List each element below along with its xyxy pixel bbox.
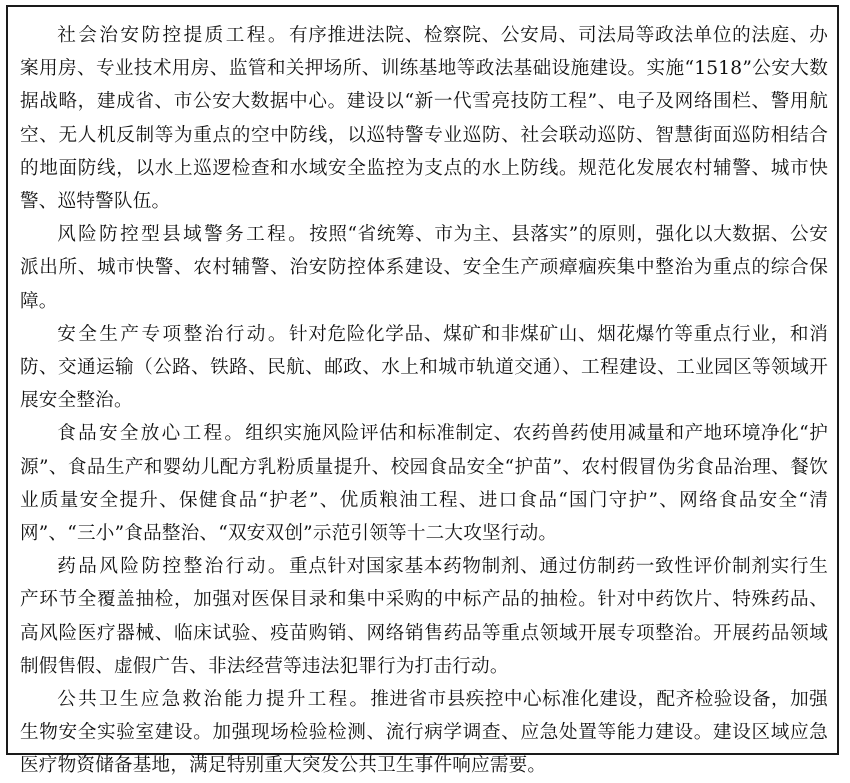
paragraph-text: 按照“省统筹、市为主、县落实”的原则，强化以大数据、公安派出所、城市快警、农村辅警、治安防控体系建设、安全生产顽瘴痼疾集中整治为重点的综合保障。: [20, 224, 828, 312]
paragraph-heading: 社会治安防控提质工程。: [57, 25, 289, 46]
paragraph-public-security: [20, 19, 828, 218]
paragraph-text: 推进省市县疾控中心标准化建设，配齐检验设备，加强生物安全实验室建设。加强现场检验检测、流行病学调查、应急处置等能力建设。建设区域应急医疗物资储备基地，满足特别重大突发公共卫生事件响应需要。: [20, 689, 828, 777]
paragraph-county-policing: [20, 218, 828, 318]
paragraph-heading: 药品风险防控整治行动。: [57, 556, 289, 578]
document-body: [20, 19, 828, 783]
paragraph-heading: 安全生产专项整治行动。: [57, 323, 289, 345]
paragraph-heading: 风险防控型县域警务工程。: [57, 224, 310, 246]
paragraph-work-safety: [20, 318, 828, 418]
paragraph-text: 组织实施风险评估和标准制定、农药兽药使用减量和产地环境净化“护源”、食品生产和婴幼儿配方乳粉质量提升、校园食品安全“护苗”、农村假冒伪劣食品治理、餐饮业质量安全提升、保健食品“护老”、优质粮油工程、进口食品“国门守护”、网络食品安全“清网”、“三小”食品整治、“双安双创”示范引领等十二大攻坚行动。: [20, 423, 828, 545]
paragraph-public-health: [20, 683, 828, 783]
paragraph-food-safety: [20, 417, 828, 550]
paragraph-text: 重点针对国家基本药物制剂、通过仿制药一致性评价制剂实行生产环节全覆盖抽检，加强对医保目录和集中采购的中标产品的抽检。针对中药饮片、特殊药品、高风险医疗器械、临床试验、疫苗购销、网络销售药品等重点领域开展专项整治。开展药品领域制假售假、虚假广告、非法经营等违法犯罪行为打击行动。: [20, 556, 828, 677]
paragraph-heading: 食品安全放心工程。: [57, 423, 246, 445]
paragraph-heading: 公共卫生应急救治能力提升工程。: [57, 689, 371, 711]
paragraph-text: 有序推进法院、检察院、公安局、司法局等政法单位的法庭、办案用房、专业技术用房、监管和关押场所、训练基地等政法基础设施建设。实施“1518”公安大数据战略，建成省、市公安大数据中心。建设以“新一代雪亮技防工程”、电子及网络围栏、警用航空、无人机反制等为重点的空中防线，以巡特警专业巡防、社会联动巡防、智慧街面巡防相结合的地面防线，以水上巡逻检查和水域安全监控为支点的水上防线。规范化发展农村辅警、城市快警、巡特警队伍。: [20, 25, 828, 213]
document-box: [6, 5, 839, 777]
paragraph-text: 针对危险化学品、煤矿和非煤矿山、烟花爆竹等重点行业，和消防、交通运输（公路、铁路、民航、邮政、水上和城市轨道交通）、工程建设、工业园区等领域开展安全整治。: [20, 323, 828, 412]
paragraph-drug-risk: [20, 550, 828, 683]
